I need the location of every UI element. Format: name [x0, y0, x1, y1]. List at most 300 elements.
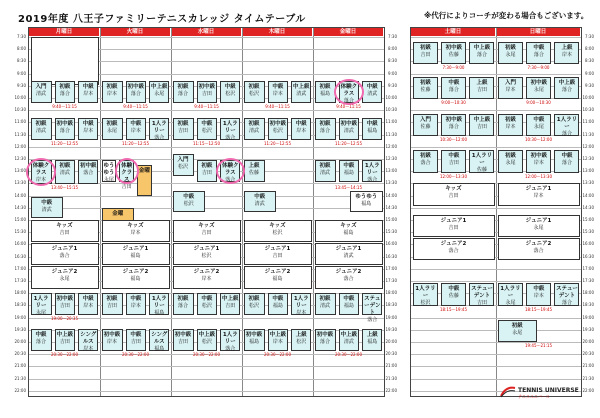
class-level: 入門	[177, 157, 189, 164]
class-level: ジュニア1	[525, 186, 552, 193]
class-slot	[413, 77, 439, 99]
time-label: 9:00	[17, 70, 26, 76]
class-time-band	[31, 104, 99, 109]
tennis-universe-logo	[518, 387, 579, 400]
coach-name: 吉田	[178, 338, 189, 345]
class-slot	[441, 114, 466, 136]
coach-name: 岸本	[533, 293, 544, 300]
class-slot	[173, 293, 194, 315]
time-label: 10:30	[385, 107, 397, 113]
time-label: 13:30	[385, 180, 397, 186]
class-time-band	[413, 65, 495, 70]
class-level: 中級	[82, 120, 94, 127]
class-level: 中上級	[558, 80, 576, 87]
class-level: 中級	[82, 296, 94, 303]
time-label: 9:30	[17, 82, 26, 88]
time-gridline	[29, 196, 384, 197]
class-slot	[102, 220, 170, 242]
class-level: キッズ	[56, 223, 73, 229]
coach-name: 落合	[320, 127, 331, 134]
time-gridline	[411, 366, 581, 367]
class-level: 中級	[35, 331, 47, 338]
coach-name: 岸本	[36, 177, 47, 184]
class-slot	[244, 191, 277, 212]
time-label: 10:30	[582, 107, 594, 113]
class-slot	[31, 118, 52, 140]
coach-name: 吉田	[130, 338, 141, 345]
class-slot	[469, 283, 494, 305]
class-level: 初中級	[530, 153, 548, 160]
time-label: 8:00	[585, 46, 594, 52]
class-level: 初級	[504, 116, 516, 123]
class-time: 11:20〜12:55	[50, 140, 79, 146]
coach-name: 永尾	[505, 300, 516, 307]
time-label: 13:30	[14, 180, 26, 186]
class-time: 7:30〜9:00	[527, 65, 550, 71]
class-time: 9:40〜11:15	[265, 104, 290, 110]
class-level: ジュニア1	[193, 246, 220, 253]
class-level: ゆうゆう	[103, 163, 115, 177]
class-time: 19:45〜21:15	[524, 343, 553, 349]
class-level: 中級	[533, 44, 545, 51]
coach-name: 松沢	[201, 303, 212, 310]
class-slot	[498, 42, 524, 64]
class-level: 中級	[533, 116, 545, 123]
class-slot	[291, 118, 311, 140]
coach-name: 岸本	[505, 123, 516, 130]
class-slot	[244, 329, 265, 351]
class-level: 中級	[448, 153, 460, 160]
class-level: 初級	[504, 44, 516, 51]
class-level: ジュニア1	[264, 246, 291, 253]
class-slot	[315, 293, 336, 315]
class-level: 中級	[272, 83, 284, 90]
coach-name: 清武	[36, 90, 47, 97]
time-label: 13:00	[14, 168, 26, 174]
coach-name: 落合	[367, 177, 378, 184]
time-label: 13:00	[385, 168, 397, 174]
class-slot	[441, 283, 466, 305]
time-label: 13:00	[582, 168, 594, 174]
class-time-band	[413, 174, 495, 179]
time-label: 19:30	[14, 326, 26, 332]
class-level: 入門	[419, 116, 431, 123]
class-slot	[55, 118, 75, 140]
class-slot	[149, 81, 169, 103]
class-time-band	[315, 185, 383, 190]
time-label: 20:00	[582, 339, 594, 344]
class-level: 初中級	[103, 331, 121, 338]
class-slot	[413, 150, 439, 172]
coach-name: 落合	[561, 300, 572, 307]
class-level: 初中級	[445, 44, 463, 51]
class-slot	[291, 293, 311, 315]
class-time: 11:20〜12:55	[263, 140, 292, 146]
time-label: 12:30	[14, 156, 26, 161]
coach-name: 吉田	[178, 127, 189, 134]
class-slot	[102, 118, 123, 140]
coach-name: 落合	[561, 87, 572, 94]
class-slot	[315, 329, 336, 351]
coach-name: 福島	[361, 200, 372, 207]
coach-name: 松沢	[178, 164, 189, 171]
class-level: 初中級	[445, 116, 463, 123]
class-time: 9:00〜10:30	[441, 100, 466, 106]
class-level: 体験クラス	[340, 83, 358, 97]
class-level: 中級	[343, 163, 355, 170]
class-level: 上級	[476, 80, 488, 87]
coach-name: 吉田	[448, 225, 459, 232]
class-slot	[102, 81, 123, 103]
class-slot	[220, 293, 240, 315]
class-slot	[197, 118, 217, 140]
class-level: 中級	[295, 120, 307, 127]
class-time-band	[31, 316, 99, 321]
coach-name: 岸本	[296, 310, 307, 317]
class-level: 初中級	[245, 331, 263, 338]
class-time-band	[244, 141, 312, 146]
class-slot	[78, 329, 98, 351]
class-time: 20:30〜22:00	[334, 351, 363, 357]
time-gridline	[29, 379, 384, 380]
class-level: 初級	[106, 83, 118, 90]
class-time: 20:30〜22:00	[263, 351, 292, 357]
class-slot	[149, 118, 169, 140]
coach-name: 福島	[154, 310, 165, 317]
class-level: 上級	[295, 331, 307, 338]
class-level: 初中級	[530, 80, 548, 87]
class-slot	[469, 77, 494, 99]
coach-name: 福島	[343, 170, 354, 177]
class-time-band	[413, 307, 495, 312]
class-slot	[173, 220, 241, 242]
class-level: ジュニア2	[525, 241, 552, 248]
class-slot	[173, 118, 194, 140]
class-slot	[244, 243, 312, 265]
coach-name: 永尾	[154, 90, 165, 97]
time-label: 8:00	[388, 46, 397, 52]
time-label: 18:30	[385, 302, 397, 308]
class-time: 9:40〜11:15	[123, 104, 148, 110]
time-label: 9:00	[585, 70, 594, 76]
coach-name: 福島	[367, 338, 378, 345]
coach-name: 吉田	[476, 87, 487, 94]
coach-name: 松沢	[225, 90, 236, 97]
class-slot	[498, 150, 524, 172]
class-slot	[126, 329, 146, 351]
time-label: 21:30	[385, 375, 397, 381]
time-label: 16:30	[582, 253, 594, 259]
class-slot	[350, 191, 383, 212]
class-slot	[220, 81, 240, 103]
class-level: ジュニア2	[51, 269, 78, 276]
time-label: 21:00	[14, 363, 26, 369]
coach-name: 吉田	[59, 338, 70, 345]
class-level: 1人ラリー	[151, 120, 167, 134]
coach-name: 永尾	[512, 330, 523, 337]
time-label: 20:00	[385, 339, 397, 344]
class-slot	[498, 114, 524, 136]
time-label: 17:00	[14, 265, 26, 271]
coach-name: 吉田	[59, 230, 70, 236]
class-level: 体験クラス	[121, 163, 133, 184]
class-time-band	[413, 100, 495, 105]
day-header-days_left-0: 月曜日	[29, 28, 100, 36]
day-header-days_left-1: 火曜日	[100, 28, 171, 36]
coach-name: 落合	[448, 248, 459, 255]
coach-name: 福島	[154, 345, 165, 352]
class-level: 1人ラリー	[33, 296, 49, 310]
time-label: 17:00	[582, 265, 594, 271]
class-level: 中級	[561, 153, 573, 160]
coach-name: 松沢	[272, 127, 283, 134]
time-label: 19:00	[14, 314, 26, 320]
coach-name: 岸本	[107, 338, 118, 345]
class-level: ジュニア2	[335, 269, 362, 276]
class-level: 中上級	[269, 331, 287, 338]
time-label: 8:30	[585, 58, 594, 64]
class-slot	[339, 160, 359, 182]
class-time: 18:15〜19:45	[439, 306, 468, 312]
class-level: シングルス	[151, 331, 168, 345]
coach-name: 松沢	[183, 200, 194, 207]
class-level: 初級	[59, 163, 71, 170]
class-time-band	[173, 352, 241, 357]
coach-name: 松沢	[201, 338, 212, 345]
class-slot	[31, 329, 52, 351]
class-level: ジュニア1	[525, 218, 552, 225]
class-level: 初中級	[56, 120, 74, 127]
time-label: 18:00	[582, 290, 594, 296]
time-label: 14:30	[14, 204, 26, 210]
class-level: キッズ	[198, 223, 215, 229]
coach-name: 落合	[225, 177, 236, 184]
time-label: 15:00	[14, 217, 26, 222]
time-label: 21:00	[582, 363, 594, 369]
class-level: 初中級	[174, 331, 192, 338]
class-level: 中級	[366, 120, 378, 127]
class-level: 初級	[59, 83, 71, 90]
class-slot	[554, 114, 579, 136]
class-level: 初中級	[198, 83, 216, 90]
class-level: 初級	[248, 296, 260, 303]
time-label: 9:30	[388, 82, 397, 88]
time-label: 10:30	[14, 107, 26, 113]
time-label: 20:30	[582, 351, 594, 357]
time-label: 17:00	[385, 265, 397, 271]
class-level: 中級	[201, 120, 213, 127]
coach-name: 吉田	[476, 300, 487, 307]
class-level: キッズ	[445, 186, 462, 193]
class-slot	[173, 266, 241, 288]
class-slot	[31, 243, 99, 265]
time-label: 18:00	[385, 290, 397, 296]
class-level: 金曜	[138, 168, 150, 175]
class-time-band	[31, 352, 99, 357]
class-time: 10:30〜12:00	[439, 137, 468, 143]
time-label: 20:30	[14, 351, 26, 357]
class-time: 9:40〜11:15	[52, 104, 77, 110]
class-level: 初級	[419, 153, 431, 160]
coach-name: 岸本	[130, 303, 141, 310]
class-level: 初中級	[269, 120, 287, 127]
trial-class-highlight	[334, 79, 363, 105]
time-label: 14:00	[14, 192, 26, 198]
class-slot	[469, 114, 494, 136]
class-time: 13:45〜14:15	[334, 184, 363, 190]
coach-name: 清武	[249, 127, 260, 134]
coach-name: 吉田	[420, 51, 431, 58]
coach-name: 吉田	[201, 230, 212, 236]
class-level: 1人ラリー	[293, 296, 309, 310]
class-slot	[498, 215, 580, 237]
class-time: 20:30〜22:00	[121, 351, 150, 357]
class-slot	[315, 243, 383, 265]
class-level: 中級	[448, 80, 460, 87]
time-gridline	[411, 354, 581, 355]
tennis-universe-logo-icon	[500, 386, 516, 398]
class-slot	[102, 293, 123, 315]
time-label: 8:00	[17, 46, 26, 52]
class-slot	[55, 81, 75, 103]
coach-name: 吉田	[272, 253, 283, 260]
time-label: 19:30	[385, 326, 397, 332]
class-slot	[102, 266, 170, 288]
coach-name: 岸本	[83, 90, 94, 97]
class-time-band	[31, 141, 99, 146]
class-slot	[413, 283, 439, 305]
time-gridline	[411, 110, 581, 111]
coach-name: 吉田	[201, 170, 212, 177]
class-slot	[441, 42, 466, 64]
class-slot	[220, 118, 240, 140]
coach-name: 落合	[561, 130, 572, 137]
class-time-band	[244, 104, 312, 109]
class-slot	[526, 114, 551, 136]
time-label: 18:00	[14, 290, 26, 296]
class-level: 初級	[319, 296, 331, 303]
class-level: 中級	[533, 286, 545, 293]
class-level: 中上級	[473, 44, 491, 51]
time-gridline	[411, 281, 581, 282]
coach-name: 岸本	[272, 90, 283, 97]
trial-class-highlight	[26, 158, 56, 185]
time-label: 22:00	[385, 387, 397, 393]
class-level: 初級	[511, 323, 523, 330]
day-header-days_left-4: 金曜日	[313, 28, 384, 36]
class-slot	[149, 293, 169, 315]
coach-name: 清武	[254, 200, 265, 207]
page-title: 2019年度 八王子ファミリーテニスカレッジ タイムテーブル	[18, 14, 306, 25]
coach-name: 佐藤	[448, 293, 459, 300]
class-slot	[78, 293, 98, 315]
time-label: 11:30	[14, 131, 26, 137]
class-slot	[339, 118, 359, 140]
coach-name: 松沢	[272, 230, 283, 236]
time-label: 9:00	[388, 70, 397, 76]
class-slot	[413, 183, 495, 205]
class-level: 中上級	[293, 83, 310, 90]
coach-name: 福島	[367, 127, 378, 134]
class-level: 初級	[319, 83, 331, 90]
class-level: 中級	[224, 83, 236, 90]
class-slot	[498, 183, 580, 205]
class-slot	[197, 81, 217, 103]
class-level: 上級	[366, 331, 378, 338]
class-slot	[339, 293, 359, 315]
class-level: 初級	[419, 44, 431, 51]
class-level: 入門	[504, 80, 516, 87]
time-label: 16:00	[14, 241, 26, 247]
class-level: ステューデント	[471, 286, 493, 300]
time-label: 14:00	[385, 192, 397, 198]
class-time: 13:40〜15:15	[50, 184, 79, 190]
class-level: 1人ラリー	[556, 116, 578, 130]
coach-name: 福島	[320, 90, 331, 97]
coach-name: 岸本	[272, 338, 283, 345]
time-label: 19:00	[385, 314, 397, 320]
time-label: 15:00	[582, 217, 594, 222]
class-slot	[173, 81, 194, 103]
class-slot	[173, 191, 206, 212]
time-label: 18:30	[582, 302, 594, 308]
class-level: 中級	[130, 120, 142, 127]
time-gridline	[29, 391, 384, 392]
class-level: ジュニア1	[335, 246, 362, 253]
class-level: 中上級	[340, 331, 358, 338]
coach-name: 落合	[83, 170, 94, 177]
class-level: 初中級	[127, 83, 145, 90]
time-label: 14:30	[385, 204, 397, 210]
time-gridline	[29, 147, 384, 148]
class-slot	[268, 293, 288, 315]
time-label: 11:00	[385, 119, 397, 125]
class-slot	[362, 160, 382, 182]
class-slot	[78, 81, 98, 103]
class-slot	[55, 160, 75, 183]
class-slot	[31, 220, 99, 242]
class-time: 9:40〜11:15	[336, 104, 361, 110]
coach-name: 岸本	[130, 230, 141, 236]
coach-name: 落合	[59, 90, 70, 97]
class-slot	[149, 329, 169, 351]
class-slot	[441, 77, 466, 99]
coach-name: 落合	[59, 253, 70, 260]
class-slot	[339, 329, 359, 351]
time-label: 7:30	[585, 34, 594, 39]
class-time-band	[102, 352, 170, 357]
class-level: ジュニア1	[122, 246, 149, 253]
class-time-band	[498, 100, 580, 105]
coach-name: 岸本	[130, 127, 141, 134]
class-level: ジュニア2	[122, 269, 149, 276]
time-gridline	[411, 208, 581, 209]
coach-name: 落合	[533, 248, 544, 255]
class-time-band	[102, 141, 170, 146]
time-label: 10:00	[385, 95, 397, 100]
class-slot	[413, 42, 439, 64]
class-time: 11:20〜12:55	[334, 140, 363, 146]
trial-class-highlight	[216, 158, 245, 184]
class-level: ジュニア2	[440, 241, 467, 248]
class-level: 1人ラリー	[415, 286, 436, 300]
coach-name: 松沢	[201, 127, 212, 134]
coach-name: 落合	[225, 134, 236, 141]
coach-name: 永尾	[103, 177, 114, 184]
time-gridline	[29, 110, 384, 111]
class-level: 中級	[448, 286, 460, 293]
time-label: 12:30	[582, 156, 594, 161]
